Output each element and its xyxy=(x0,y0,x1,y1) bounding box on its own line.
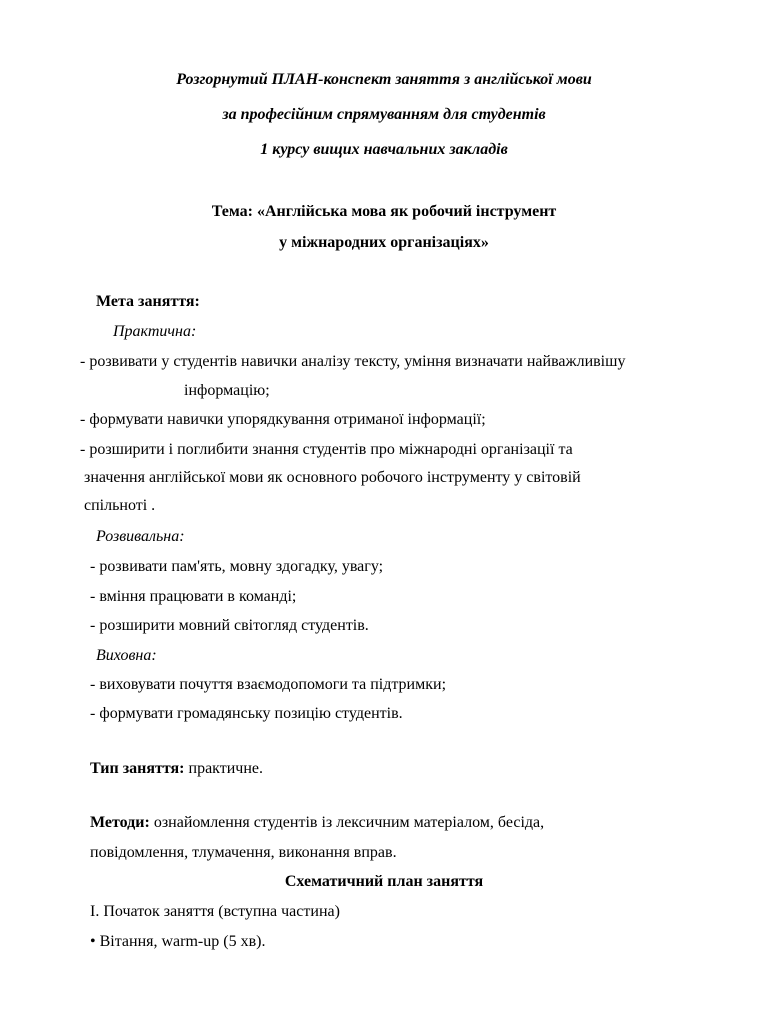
educational-item-2: - формувати громадянську позицію студентів. xyxy=(90,705,403,722)
scheme-section-1: I. Початок заняття (вступна частина) xyxy=(90,903,340,920)
developmental-item-3: - розширити мовний світогляд студентів. xyxy=(90,617,369,634)
methods-line-1 xyxy=(90,813,544,833)
educational-label: Виховна: xyxy=(96,647,157,664)
practical-item-3-cont: значення англійської мови як основного робочого інструменту у світовій xyxy=(84,469,581,486)
developmental-item-1: - розвивати пам'ять, мовну здогадку, увагу; xyxy=(90,558,384,575)
methods-line-2: повідомлення, тлумачення, виконання вправ. xyxy=(90,844,397,861)
practical-item-1-cont: інформацію; xyxy=(184,382,270,399)
doc-title-line-3: 1 курсу вищих навчальних закладів xyxy=(260,141,508,158)
doc-title-line-2: за професійним спрямуванням для студентів xyxy=(222,106,546,123)
educational-item-1: - виховувати почуття взаємодопомоги та підтримки; xyxy=(90,676,447,693)
methods-label: Методи: xyxy=(90,814,150,831)
practical-item-1: - розвивати у студентів навички аналізу тексту, уміння визначати найважливішу xyxy=(80,353,626,370)
practical-item-3: - розширити і поглибити знання студентів про міжнародні організації та xyxy=(80,441,573,458)
topic-line-2: у міжнародних організаціях» xyxy=(279,234,489,251)
scheme-bullet-1: • Вітання, warm-up (5 хв). xyxy=(90,933,266,950)
methods-value: ознайомлення студентів із лексичним матеріалом, бесіда, xyxy=(149,814,545,831)
lesson-type-line xyxy=(90,759,263,779)
practical-label: Практична: xyxy=(113,323,197,340)
topic-line-1: Тема: «Англійська мова як робочий інструмент xyxy=(211,203,557,220)
developmental-label: Розвивальна: xyxy=(96,528,185,545)
doc-title-line-1: Розгорнутий ПЛАН-конспект заняття з англійської мови xyxy=(176,71,592,88)
developmental-item-2: - вміння працювати в команді; xyxy=(90,588,297,605)
practical-item-3-end: спільноті . xyxy=(84,497,156,514)
lesson-type-label: Тип заняття: xyxy=(90,760,185,777)
goal-heading: Мета заняття: xyxy=(96,293,200,310)
lesson-type-value: практичне. xyxy=(184,760,264,777)
practical-item-2: - формувати навички упорядкування отриманої інформації; xyxy=(80,411,486,428)
scheme-title: Схематичний план заняття xyxy=(284,873,484,890)
